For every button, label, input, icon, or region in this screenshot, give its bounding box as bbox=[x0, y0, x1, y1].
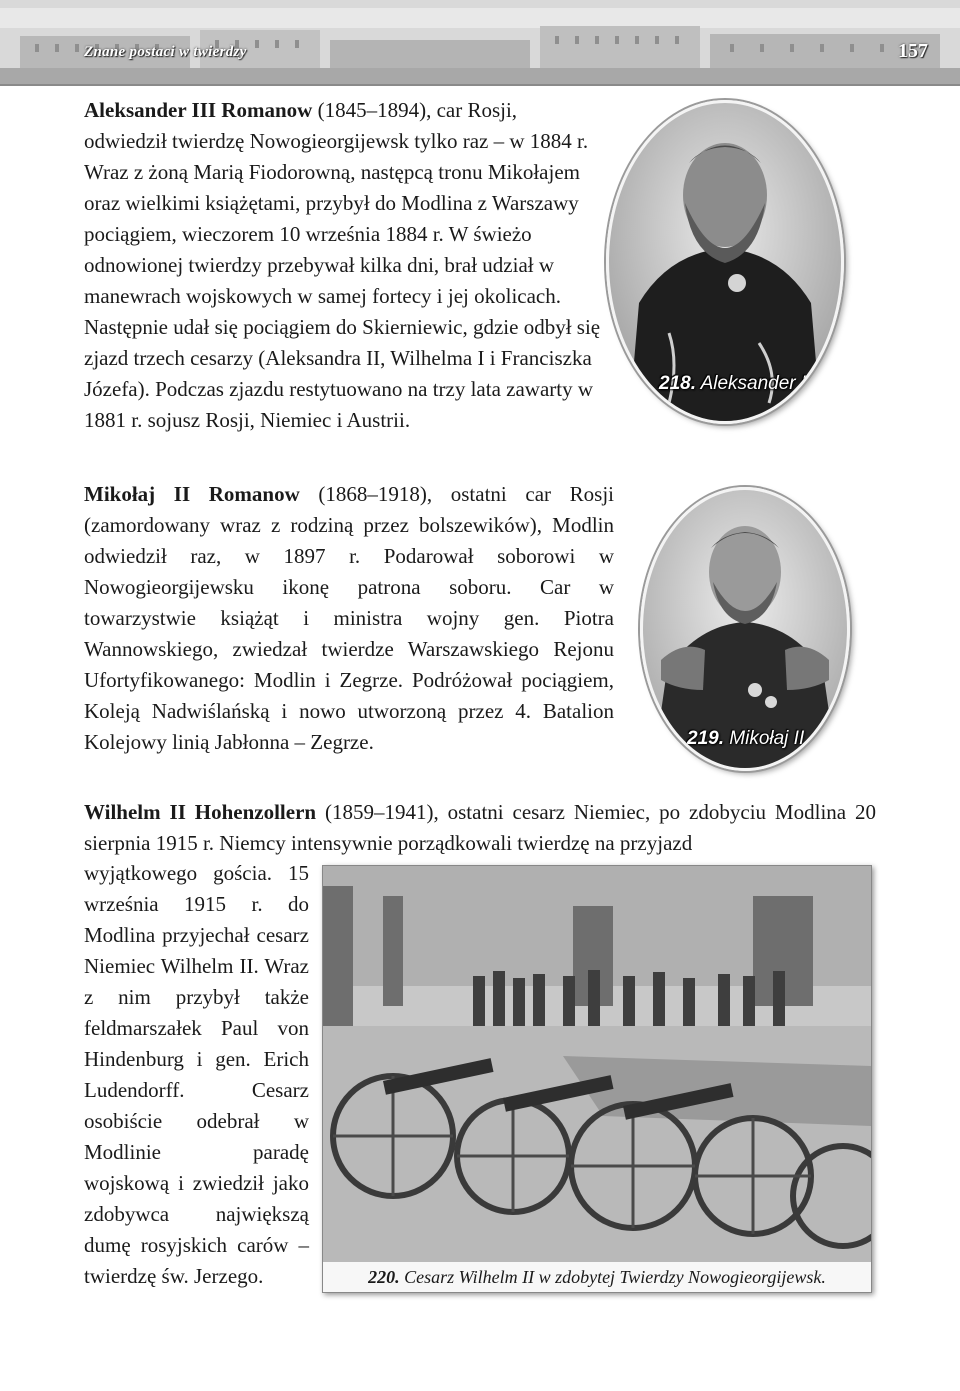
running-header-title: Znane postaci w twierdzy bbox=[84, 44, 247, 60]
portrait-image bbox=[643, 490, 847, 768]
section-wilhelm-ii bbox=[84, 797, 876, 859]
section-name: Aleksander III Romanow bbox=[84, 98, 313, 122]
photo-wilhelm-ii-fortress bbox=[322, 865, 872, 1293]
figure-caption-text: Mikołaj II bbox=[729, 728, 805, 749]
section-text: (1859–1941), ostatni cesarz Niemiec, po zdobyciu Modlina 20 sierpnia 1915 r. Niemcy intensywnie porządkowali twierdzę na przyjazd bbox=[84, 800, 876, 855]
section-text: (1868–1918), ostatni car Rosji (zamordowany wraz z rodziną przez bolszewików), Modlin odwiedził raz, w 1897 r. Podarował soborowi w Nowogieorgijewsku ikonę patrona soboru. Car w towarzystwie książąt i ministra wojny gen. Piotra Wannowskiego, zwiedzał twierdze Warszawskiego Rejonu Ufortyfikowanego: Modlin i Zegrze. Podróżował pociągiem, Koleją Nadwiślańską i nowo utworzoną przez 4. Batalion Kolejowy linią Jabłonna – Zegrze. bbox=[84, 482, 614, 754]
page-number: 157 bbox=[898, 40, 928, 62]
section-name: Mikołaj II Romanow bbox=[84, 482, 300, 506]
section-mikolaj-ii bbox=[84, 479, 614, 758]
figure-number: 220. bbox=[368, 1267, 400, 1287]
figure-caption-text: Cesarz Wilhelm II w zdobytej Twierdzy Nowogieorgijewsk. bbox=[404, 1267, 826, 1287]
figure-caption bbox=[323, 1262, 871, 1292]
portrait-mikolaj-ii bbox=[640, 487, 850, 771]
section-name: Wilhelm II Hohenzollern bbox=[84, 800, 317, 824]
figure-caption bbox=[659, 373, 817, 395]
figure-caption bbox=[687, 728, 804, 750]
historical-photo-image bbox=[323, 866, 871, 1292]
section-text: (1845–1894), car Rosji, odwiedził twierdzę Nowogieorgijewsk tylko raz – w 1884 r. Wraz z żoną Marią Fiodorowną, następcą tronu Mikołajem oraz wielkimi książętami, przybył do Modlina z Warszawy pociągiem, wieczorem 10 września 1884 r. W świeżo odnowionej twierdzy przebywał kilka dni, brał udział w manewrach wojskowych w samej fortecy i jej okolicach. Następnie udał się pociągiem do Skierniewic, gdzie odbył się zjazd trzech cesarzy (Aleksandra II, Wilhelma I i Franciszka Józefa). Podczas zjazdu restytuowano na trzy lata zawarty w 1881 r. sojusz Rosji, Niemiec i Austrii. bbox=[84, 98, 601, 432]
page-header bbox=[0, 0, 960, 86]
figure-number: 218. bbox=[659, 373, 696, 394]
portrait-aleksander-iii bbox=[606, 100, 844, 424]
section-aleksander-iii bbox=[84, 95, 604, 436]
figure-number: 219. bbox=[687, 728, 724, 749]
section-wilhelm-ii-column: wyjątkowego gościa. 15 września 1915 r. do Modlina przyjechał cesarz Niemiec Wilhelm II. Wraz z nim przybył także feldmarszałek Paul von Hindenburg i gen. Erich Ludendorff. Cesarz osobiście odebrał w Modlinie paradę wojskową i zwiedził jako zdobywca największą dumę rosyjskich carów – twierdzę św. Jerzego. bbox=[84, 861, 309, 1288]
figure-caption-text: Aleksander III bbox=[700, 373, 817, 394]
fortress-panorama-image bbox=[0, 0, 960, 86]
